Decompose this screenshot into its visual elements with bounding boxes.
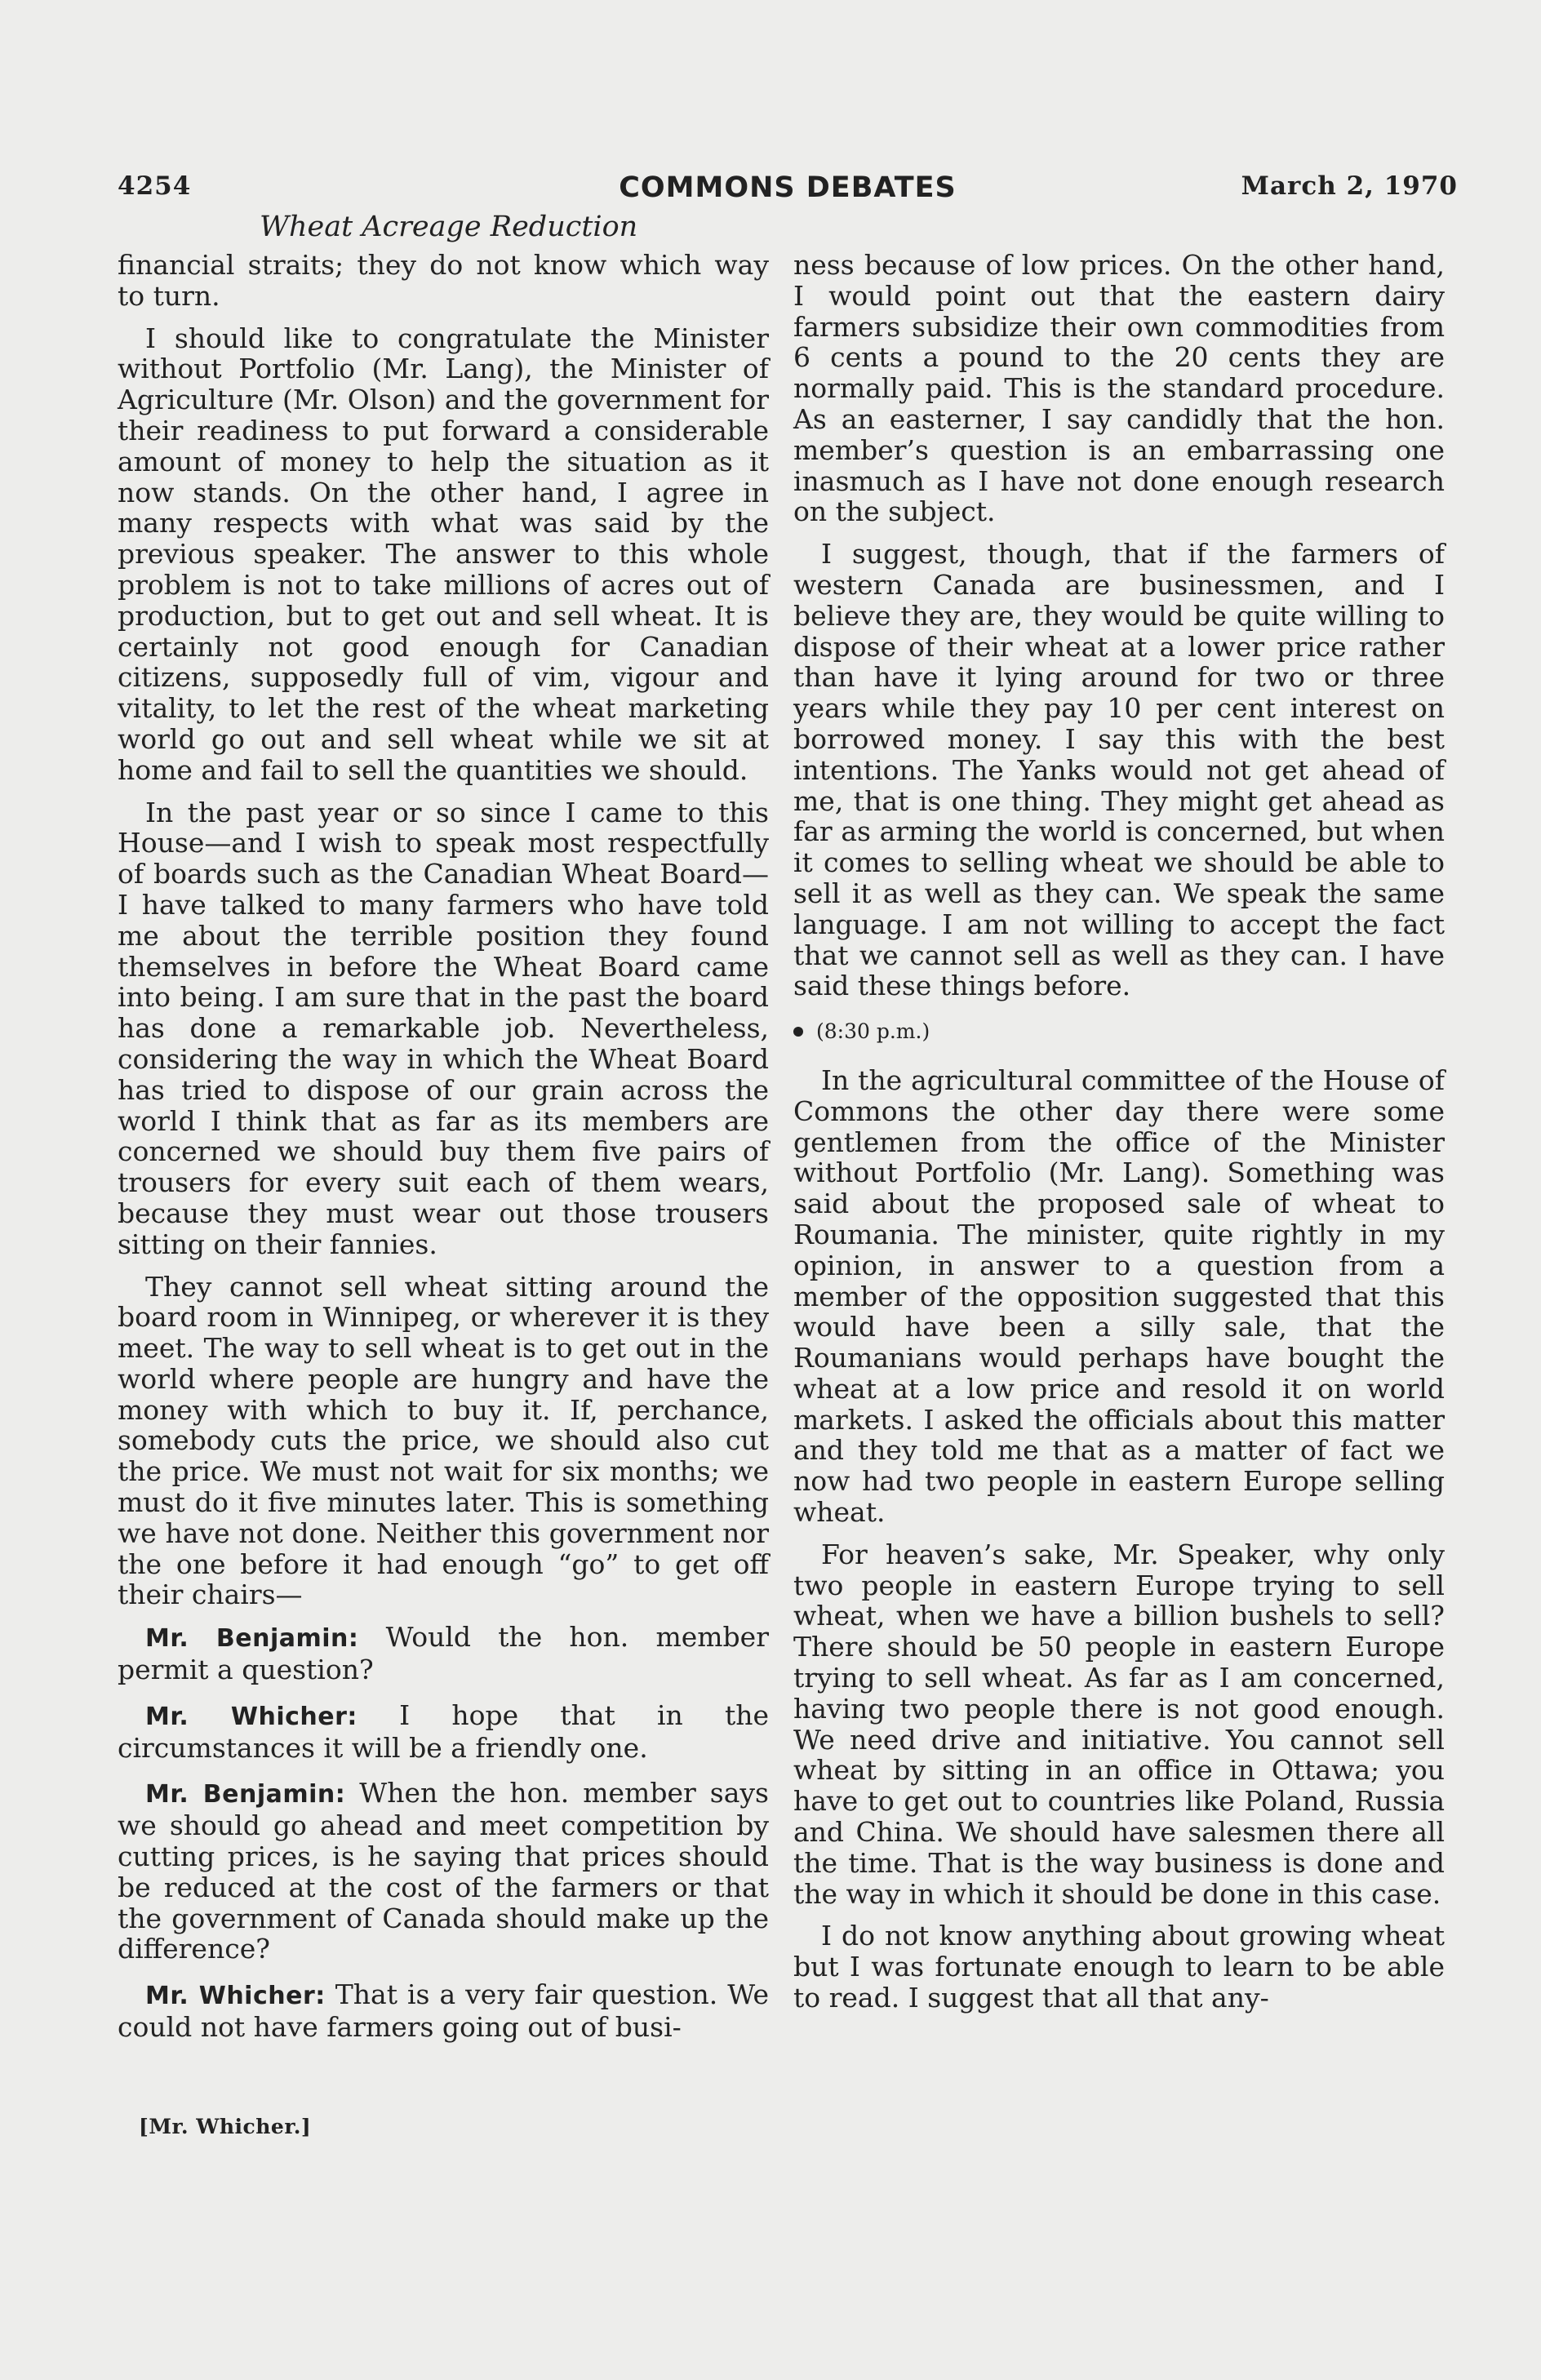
page-number: 4254	[118, 171, 192, 201]
speech-benjamin-2	[118, 1778, 769, 1965]
paragraph: I do not know anything about growing wheat but I was fortunate enough to learn to be able to read. I suggest that all that any-	[793, 1920, 1445, 2014]
speech-text: That is a very fair question. We could not have farmers going out of busi-	[118, 1978, 769, 2044]
paragraph: They cannot sell wheat sitting around the board room in Winnipeg, or wherever it is they meet. The way to sell wheat is to get out in the world where people are hungry and have the money with which to buy it. If, perchance, somebody cuts the price, we should also cut the price. We must not wait for six months; we must do it five minutes later. This is something we have not done. Neither this government nor the one before it had enough “go” to get off their chairs—	[118, 1270, 769, 1611]
paragraph: I should like to congratulate the Minister without Portfolio (Mr. Lang), the Minister of Agriculture (Mr. Olson) and the government for their readiness to put forward a considerable amount of money to help the situation as it now stands. On the other hand, I agree in many respects with what was said by the previous speaker. The answer to this whole problem is not to take millions of acres out of production, but to get out and sell wheat. It is certainly not good enough for Canadian citizens, supposedly full of vim, vigour and vitality, to let the rest of the wheat marketing world go out and sell wheat while we sit at home and fail to sell the quantities we should.	[118, 322, 769, 786]
left-column	[118, 250, 769, 2058]
running-head: Wheat Acreage Reduction	[260, 211, 638, 243]
speech-whicher-1	[118, 1700, 769, 1764]
paragraph: In the past year or so since I came to this House—and I wish to speak most respectfully of boards such as the Canadian Wheat Board—I have talked to many farmers who have told me about the terrible position they found themselves in before the Wheat Board came into being. I am sure that in the past the board has done a remarkable job. Nevertheless, considering the way in which the Wheat Board has tried to dispose of our grain across the world I think that as far as its members are concerned we should buy them five pairs of trousers for every suit each of them wears, because they must wear out those trousers sitting on their fannies.	[118, 796, 769, 1260]
right-column	[793, 250, 1445, 2025]
bullet-icon	[793, 1027, 803, 1037]
speaker-name: Mr. Benjamin:	[145, 1780, 346, 1809]
paragraph: financial straits; they do not know which way to turn.	[118, 249, 769, 312]
paragraph: For heaven’s sake, Mr. Speaker, why only two people in eastern Europe trying to sell wheat, when we have a billion bushels to sell? There should be 50 people in eastern Europe trying to sell wheat. As far as I am concerned, having two people there is not good enough. We need drive and initiative. You cannot sell wheat by sitting in an office in Ottawa; you have to get out to countries like Poland, Russia and China. We should have salesmen there all the time. That is the way business is done and the way in which it should be done in this case.	[793, 1538, 1445, 1910]
speaker-name: Mr. Whicher:	[145, 1702, 357, 1731]
timestamp: (8:30 p.m.)	[816, 1019, 930, 1044]
issue-date: March 2, 1970	[1241, 171, 1458, 201]
speaker-name: Mr. Whicher:	[145, 1982, 326, 2011]
footer-speaker-ref: [Mr. Whicher.]	[139, 2115, 312, 2138]
speech-text: I hope that in the circumstances it will be a friendly one.	[118, 1698, 769, 1764]
journal-title: COMMONS DEBATES	[619, 171, 957, 204]
speech-text: When the hon. member says we should go ahead and meet competition by cutting prices, is he saying that prices should be reduced at the cost of the farmers or that the government of Canada should make up the difference?	[118, 1777, 769, 1965]
paragraph: ness because of low prices. On the other hand, I would point out that the eastern dairy farmers subsidize their own commodities from 6 cents a pound to the 20 cents they are normally paid. This is the standard procedure. As an easterner, I say candidly that the hon. member’s question is an embarrassing one inasmuch as I have not done enough research on the subject.	[793, 249, 1445, 528]
paragraph: I suggest, though, that if the farmers of western Canada are businessmen, and I believe they are, they would be quite willing to dispose of their wheat at a lower price rather than have it lying around for two or three years while they pay 10 per cent interest on borrowed money. I say this with the best intentions. The Yanks would not get ahead of me, that is one thing. They might get ahead as far as arming the world is concerned, but when it comes to selling wheat we should be able to sell it as well as they can. We speak the same language. I am not willing to accept the fact that we cannot sell as well as they can. I have said these things before.	[793, 538, 1445, 1002]
speech-whicher-2	[118, 1979, 769, 2043]
timestamp-marker	[793, 1016, 1445, 1047]
paragraph: In the agricultural committee of the House of Commons the other day there were some gentlemen from the office of the Minister without Portfolio (Mr. Lang). Something was said about the proposed sale of wheat to Roumania. The minister, quite rightly in my opinion, in answer to a question from a member of the opposition suggested that this would have been a silly sale, that the Roumanians would perhaps have bought the wheat at a low price and resold it on world markets. I asked the officials about this matter and they told me that as a matter of fact we now had two people in eastern Europe selling wheat.	[793, 1063, 1445, 1529]
speaker-name: Mr. Benjamin:	[145, 1624, 359, 1654]
speech-text: Would the hon. member permit a question?	[118, 1621, 769, 1686]
speech-benjamin-1	[118, 1622, 769, 1685]
